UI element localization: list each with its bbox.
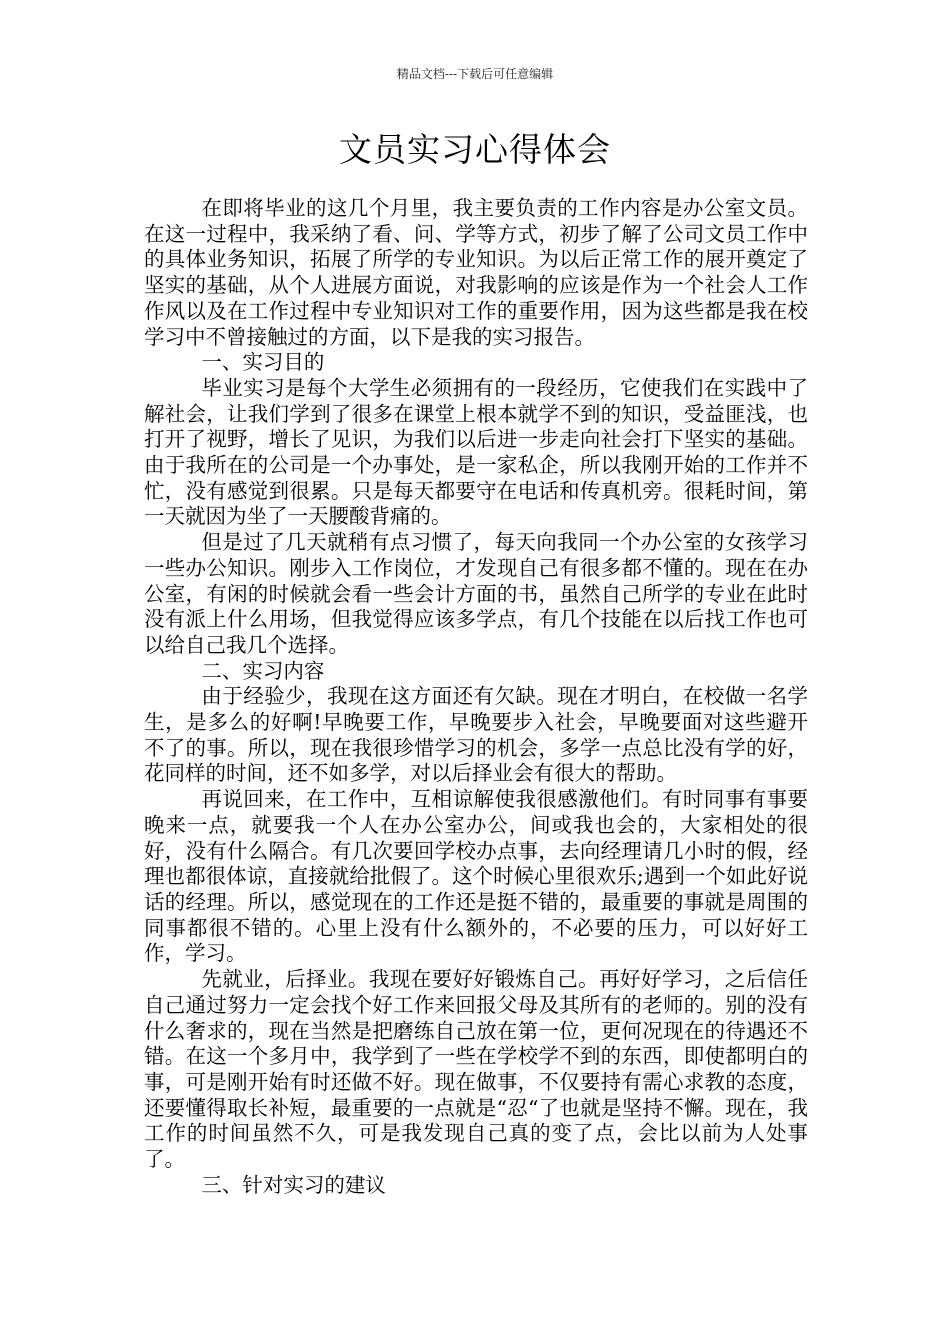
document-title: 文员实习心得体会 bbox=[339, 130, 611, 169]
paragraph-learning: 但是过了几天就稍有点习惯了，每天向我同一个办公室的女孩学习一些办公知识。刚步入工作岗位，才发现自己有很多都不懂的。现在在办公室，有闲的时候就会看一些会计方面的书，虽然自己所学的专业在此时没有派上什么用场，但我觉得应该多学点，有几个技能在以后找工作也可以给自己我几个选择。 bbox=[144, 530, 808, 657]
document-body bbox=[144, 196, 808, 1198]
section-heading-suggestions: 三、针对实习的建议 bbox=[201, 1172, 386, 1197]
header-note: 精品文档---下载后可任意编辑 bbox=[396, 67, 554, 81]
paragraph-experience: 由于经验少，我现在这方面还有欠缺。现在才明白，在校做一名学生，是多么的好啊!早晚要工作，早晚要步入社会，早晚要面对这些避开不了的事。所以，现在我很珍惜学习的机会，多学一点总比没有学的好，花同样的时间，还不如多学，对以后择业会有很大的帮助。 bbox=[144, 684, 808, 786]
paragraph-purpose: 毕业实习是每个大学生必须拥有的一段经历，它使我们在实践中了解社会，让我们学到了很多在课堂上根本就学不到的知识，受益匪浅，也打开了视野，增长了见识，为我们以后进一步走向社会打下坚实的基础。由于我所在的公司是一个办事处，是一家私企，所以我刚开始的工作并不忙，没有感觉到很累。只是每天都要守在电话和传真机旁。很耗时间，第一天就因为坐了一天腰酸背痛的。 bbox=[144, 375, 808, 529]
paragraph-colleagues: 再说回来，在工作中，互相谅解使我很感激他们。有时同事有事要晚来一点，就要我一个人在办公室办公，间或我也会的，大家相处的很好，没有什么隔合。有几次要回学校办点事，去向经理请几小时的假，经理也都很体谅，直接就给批假了。这个时候心里很欢乐;遇到一个如此好说话的经理。所以，感觉现在的工作还是挺不错的，最重要的事就是周围的同事都很不错的。心里上没有什么额外的，不必要的压力，可以好好工作，学习。 bbox=[144, 787, 808, 966]
section-heading-purpose: 一、实习目的 bbox=[201, 350, 325, 375]
paragraph-intro: 在即将毕业的这几个月里，我主要负责的工作内容是办公室文员。在这一过程中，我采纳了看、问、学等方式，初步了解了公司文员工作中的具体业务知识，拓展了所学的专业知识。为以后正常工作的展开奠定了坚实的基础，从个人进展方面说，对我影响的应该是作为一个社会人工作作风以及在工作过程中专业知识对工作的重要作用，因为这些都是我在校学习中不曾接触过的方面，以下是我的实习报告。 bbox=[144, 196, 808, 349]
paragraph-employment: 先就业，后择业。我现在要好好锻炼自己。再好好学习，之后信任自己通过努力一定会找个好工作来回报父母及其所有的老师的。别的没有什么奢求的，现在当然是把磨练自己放在第一位，更何况现在的待遇还不错。在这一个多月中，我学到了一些在学校学不到的东西，即使都明白的事，可是刚开始有时还做不好。现在做事，不仅要持有需心求教的态度，还要懂得取长补短，最重要的一点就是“忍“了也就是坚持不懈。现在，我工作的时间虽然不久，可是我发现自己真的变了点，会比以前为人处事了。 bbox=[144, 967, 808, 1172]
section-heading-content: 二、实习内容 bbox=[201, 658, 325, 683]
